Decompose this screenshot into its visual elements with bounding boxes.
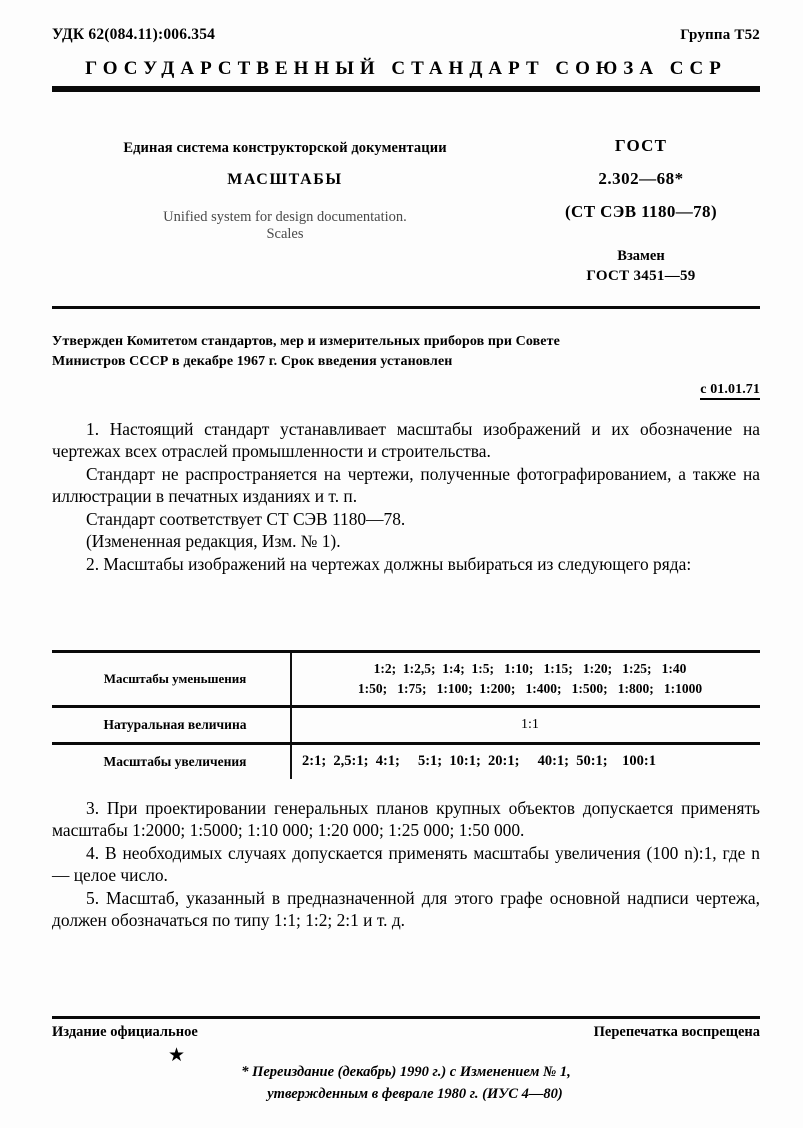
udk-code: УДК 62(084.11):006.354 [52,26,216,43]
clause-1: 1. Настоящий стандарт устанавливает масштабы изображений и их обозначение на чертежах всех отраслей промышленности и строительства. [52,419,760,462]
reduction-values-line2: 1:50; 1:75; 1:100; 1:200; 1:400; 1:500; 1:800; 1:1000 [357,681,703,696]
row-label-reduction: Масштабы уменьшения [103,671,247,686]
clause-2: 2. Масштабы изображений на чертежах должны выбираться из следующего ряда: [86,553,692,574]
approval-block [52,332,760,400]
row-values-natural: 1:1 [521,717,539,732]
row-values-reduction [290,659,760,700]
replaces-label: Взамен [617,248,665,264]
designation-block [520,136,762,285]
row-values-enlargement: 2:1; 2,5:1; 4:1; 5:1; 10:1; 20:1; 40:1; 50:1; 100:1 [302,753,656,769]
footer-separator-rule [52,1016,760,1019]
footnote-line1: * Переиздание (декабрь) 1990 г.) с Изменением № 1, [241,1064,571,1080]
official-edition-label: Издание официальное [52,1024,198,1040]
gost-word: ГОСТ [614,136,668,155]
document-title: МАСШТАБЫ [227,171,343,188]
clause-1c: Стандарт соответствует СТ СЭВ 1180—78. [86,508,406,529]
clause-1b: Стандарт не распространяется на чертежи, полученные фотографированием, а также на иллюстрации в печатных изданиях и т. п. [52,463,760,507]
approval-line-1: Утвержден Комитетом стандартов, мер и измерительных приборов при Совете [52,334,560,349]
footnote-line2: утвержденным в феврале 1980 г. (ИУС 4—80) [267,1085,563,1102]
clauses-top [52,418,760,575]
effective-date-wrap [52,380,760,400]
star-icon: ★ [168,1045,186,1066]
reduction-values-line1: 1:2; 1:2,5; 1:4; 1:5; 1:10; 1:15; 1:20; 1:25; 1:40 [373,660,687,676]
reprint-prohibited-label: Перепечатка воспрещена [593,1024,760,1040]
row-label-natural: Натуральная величина [103,717,247,732]
title-block-left [70,140,500,242]
row-label-enlargement: Масштабы увеличения [103,753,247,769]
approval-line-2: Министров СССР в декабре 1967 г. Срок введения установлен [52,354,453,370]
table-row [52,708,760,742]
clause-4: 4. В необходимых случаях допускается применять масштабы увеличения (100 n):1, где n — целое число. [52,842,760,886]
header-top-line [50,26,762,44]
banner-rule [52,86,760,92]
clause-1d: (Измененная редакция, Изм. № 1). [86,531,341,552]
clause-5: 5. Масштаб, указанный в предназначенной для этого графе основной надписи чертежа, должен обозначаться по типу 1:1; 1:2; 2:1 и т. д. [52,887,760,931]
standard-banner: ГОСУДАРСТВЕННЫЙ СТАНДАРТ СОЮЗА ССР [85,58,727,79]
scales-table [52,650,760,779]
footnote-block [52,1062,760,1106]
table-column-divider [290,708,292,742]
table-row [52,745,760,779]
gost-number: 2.302—68* [598,169,684,188]
replaces-value: ГОСТ 3451—59 [586,268,696,284]
st-sev-number: (СТ СЭВ 1180—78) [564,202,718,221]
table-column-divider [290,653,292,705]
clauses-bottom [52,797,760,932]
table-row [52,653,760,705]
clause-3: 3. При проектировании генеральных планов крупных объектов допускается применять масштабы 1:2000; 1:5000; 1:10 000; 1:20 000; 1:25 000; 1:50 000. [52,798,760,841]
footer-row [52,1024,760,1041]
table-column-divider [290,745,292,779]
document-sheet [50,0,762,1128]
english-title-line1: Unified system for design documentation. [163,209,407,225]
english-title-line2: Scales [266,225,304,242]
effective-date: с 01.01.71 [700,382,760,400]
group-code: Группа Т52 [680,27,760,43]
header-separator-rule [52,306,760,309]
english-title [70,209,500,242]
system-line: Единая система конструкторской документации [123,140,447,156]
